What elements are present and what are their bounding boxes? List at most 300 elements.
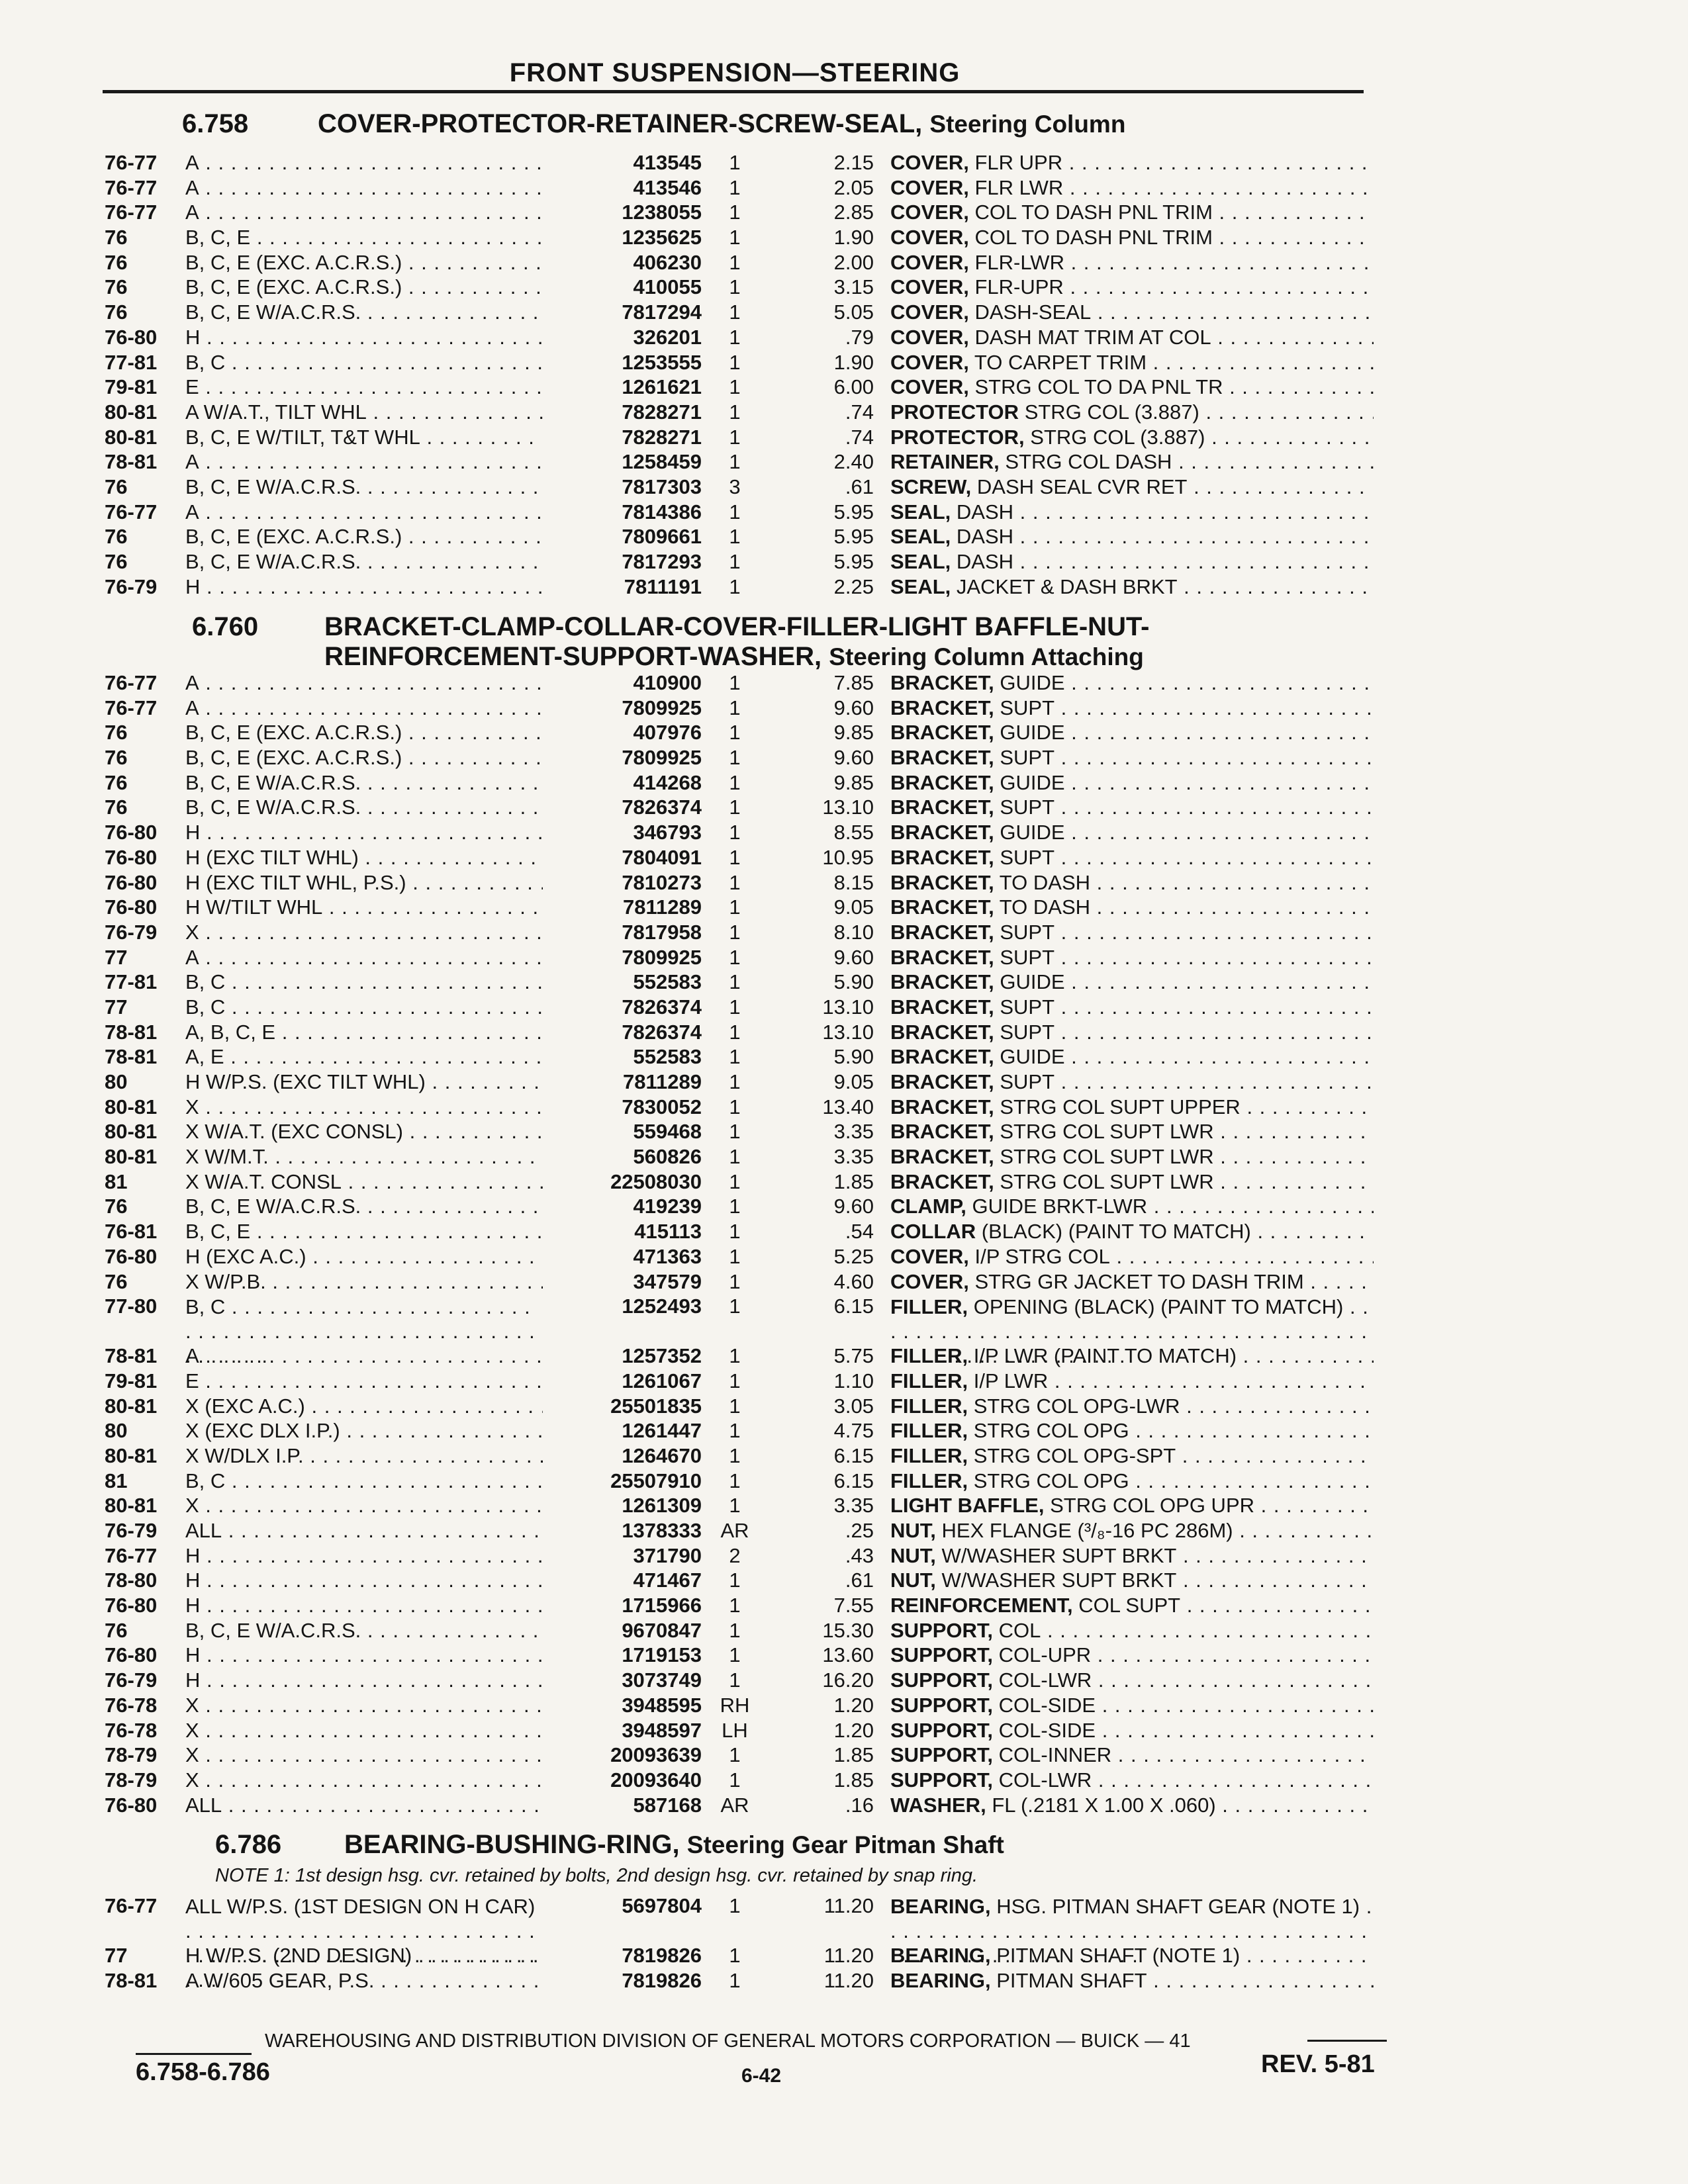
part-name: NUT,	[890, 1569, 936, 1592]
model-application: H W/P.S. (EXC TILT WHL) . . .	[185, 1070, 543, 1094]
part-description	[890, 721, 1374, 745]
part-row	[0, 1195, 1688, 1220]
part-description	[890, 1494, 1374, 1518]
price: 3.15	[833, 275, 874, 299]
price: 6.15	[833, 1443, 874, 1467]
part-detail: TO CARPET TRIM	[974, 350, 1147, 374]
model-year: 76	[105, 1195, 128, 1218]
price: 4.60	[833, 1269, 874, 1293]
quantity: 1	[729, 1220, 741, 1244]
part-name: BRACKET,	[890, 870, 994, 894]
part-number: 1715966	[622, 1594, 702, 1617]
part-row	[0, 771, 1688, 796]
part-name: COVER,	[890, 350, 969, 374]
part-number: 7828271	[622, 425, 702, 449]
part-row	[0, 1220, 1688, 1245]
price: 5.75	[833, 1344, 874, 1368]
part-row	[0, 1794, 1688, 1819]
quantity: 1	[729, 895, 741, 919]
section-6760-rows	[0, 671, 1688, 1818]
part-number: 20093640	[610, 1768, 702, 1792]
part-number: 471363	[633, 1244, 702, 1268]
part-row	[0, 746, 1688, 771]
price: 4.75	[833, 1419, 874, 1443]
quantity: AR	[720, 1519, 749, 1542]
model-application: X . . .	[185, 1095, 543, 1119]
part-row	[0, 151, 1688, 176]
part-number: 7830052	[622, 1095, 702, 1118]
part-detail: DASH	[956, 500, 1014, 523]
part-number: 1261067	[622, 1369, 702, 1392]
part-name: BRACKET,	[890, 1045, 994, 1069]
model-year: 79-81	[105, 1369, 158, 1392]
model-application: A W/A.T., TILT WHL . . .	[185, 400, 543, 424]
quantity: 1	[729, 1643, 741, 1667]
part-number: 3073749	[622, 1668, 702, 1692]
model-year: 76-78	[105, 1718, 158, 1742]
part-number: 471467	[633, 1569, 702, 1592]
part-name: SEAL,	[890, 550, 951, 573]
footer-revision: REV. 5-81	[1261, 2050, 1375, 2078]
part-description	[890, 500, 1374, 524]
part-name: COVER,	[890, 375, 969, 399]
part-row	[0, 500, 1688, 525]
part-row	[0, 326, 1688, 351]
quantity: 1	[729, 226, 741, 250]
quantity: 1	[729, 450, 741, 474]
price: .61	[845, 475, 874, 498]
part-detail: GUIDE	[1000, 671, 1065, 694]
part-detail: STRG COL (3.887)	[1030, 425, 1205, 449]
part-row	[0, 475, 1688, 500]
model-year: 81	[105, 1469, 128, 1492]
part-row	[0, 895, 1688, 921]
model-application: B, C . . .	[185, 351, 543, 375]
model-year: 80-81	[105, 1095, 158, 1118]
part-detail: STRG COL OPG	[973, 1469, 1129, 1492]
part-description	[890, 1643, 1374, 1667]
part-number: 560826	[633, 1145, 702, 1169]
model-year: 76-77	[105, 151, 158, 174]
model-application: B, C, E (EXC. A.C.R.S.) . . .	[185, 746, 543, 770]
price: 2.15	[833, 151, 874, 174]
model-year: 76-79	[105, 1668, 158, 1692]
part-row	[0, 821, 1688, 846]
part-number: 1238055	[622, 201, 702, 224]
part-row	[0, 1519, 1688, 1544]
model-year: 76-77	[105, 671, 158, 694]
part-description	[890, 895, 1374, 919]
part-row	[0, 796, 1688, 821]
model-application: B, C, E . . .	[185, 226, 543, 250]
part-name: BRACKET,	[890, 1169, 994, 1193]
part-row	[0, 1270, 1688, 1295]
price: .61	[845, 1569, 874, 1592]
footer-rule-left	[136, 2053, 252, 2055]
price: 3.35	[833, 1145, 874, 1169]
price: 2.00	[833, 250, 874, 274]
part-detail: DASH	[956, 550, 1014, 573]
model-year: 77	[105, 945, 128, 969]
part-name: BRACKET,	[890, 696, 994, 719]
part-number: 552583	[633, 970, 702, 994]
part-number: 326201	[633, 325, 702, 349]
price: .25	[845, 1519, 874, 1542]
price: 9.05	[833, 1070, 874, 1093]
section-number: 6.760	[192, 612, 259, 641]
price: 11.20	[823, 1894, 874, 1917]
model-application: H . . .	[185, 1643, 543, 1667]
part-number: 347579	[633, 1269, 702, 1293]
price: .16	[845, 1793, 874, 1817]
price: 13.10	[822, 995, 874, 1019]
part-detail: GUIDE BRKT-LWR	[972, 1195, 1148, 1218]
price: 5.25	[833, 1244, 874, 1268]
quantity: 1	[729, 821, 741, 844]
part-description	[890, 525, 1374, 549]
part-row	[0, 946, 1688, 971]
model-year: 78-81	[105, 1020, 158, 1044]
part-detail: COL-SIDE	[998, 1718, 1096, 1742]
price: .79	[845, 325, 874, 349]
model-year: 76-80	[105, 1594, 158, 1617]
quantity: 1	[729, 1095, 741, 1118]
quantity: RH	[720, 1693, 750, 1717]
part-name: FILLER,	[890, 1394, 968, 1418]
part-number: 415113	[634, 1220, 702, 1244]
part-name: SUPPORT,	[890, 1618, 994, 1642]
quantity: 1	[729, 995, 741, 1019]
model-application: A . . .	[185, 696, 543, 720]
part-number: 552583	[633, 1045, 702, 1069]
part-number: 1235625	[622, 226, 702, 250]
part-row	[0, 1045, 1688, 1070]
part-description	[890, 946, 1374, 970]
price: 3.05	[833, 1394, 874, 1418]
price: 1.20	[833, 1718, 874, 1742]
model-year: 76-80	[105, 325, 158, 349]
quantity: 1	[729, 1944, 741, 1967]
part-number: 20093639	[610, 1743, 702, 1767]
price: 15.30	[822, 1618, 874, 1642]
part-number: 1258459	[622, 450, 702, 474]
part-name: FILLER,	[890, 1295, 968, 1319]
part-description	[890, 1344, 1374, 1368]
price: .74	[845, 425, 874, 449]
price: 6.00	[833, 375, 874, 399]
part-description	[890, 1594, 1374, 1617]
part-name: BRACKET,	[890, 845, 994, 869]
part-number: 25507910	[610, 1469, 702, 1492]
part-description	[890, 696, 1374, 720]
price: 9.60	[833, 696, 874, 719]
part-row	[0, 1469, 1688, 1494]
model-application: H . . .	[185, 575, 543, 599]
part-row	[0, 696, 1688, 721]
part-description	[890, 275, 1374, 299]
quantity: 1	[729, 1394, 741, 1418]
part-detail: DASH-SEAL	[974, 300, 1092, 324]
model-year: 77-81	[105, 350, 158, 374]
part-detail: OPENING (BLACK) (PAINT TO MATCH)	[973, 1295, 1344, 1319]
part-description	[890, 375, 1374, 399]
part-description	[890, 746, 1374, 770]
model-application: ALL . . .	[185, 1794, 543, 1817]
part-row	[0, 1245, 1688, 1270]
part-row	[0, 1594, 1688, 1619]
part-description	[890, 796, 1374, 819]
part-name: SUPPORT,	[890, 1743, 994, 1767]
part-row	[0, 426, 1688, 451]
part-name: SCREW,	[890, 475, 972, 498]
model-year: 76	[105, 721, 128, 745]
part-row	[0, 575, 1688, 600]
price: 3.35	[833, 1120, 874, 1144]
price: 1.90	[833, 226, 874, 250]
price: 9.60	[833, 746, 874, 770]
part-description	[890, 450, 1374, 474]
quantity: 1	[729, 400, 741, 424]
price: 1.85	[833, 1743, 874, 1767]
part-row	[0, 275, 1688, 300]
part-description	[890, 426, 1374, 449]
part-row	[0, 846, 1688, 871]
part-name: BRACKET,	[890, 1120, 994, 1144]
part-description	[890, 326, 1374, 349]
part-detail: FLR LWR	[974, 175, 1064, 199]
part-name: COVER,	[890, 1269, 969, 1293]
part-row	[0, 300, 1688, 326]
model-year: 76	[105, 300, 128, 324]
model-application: X W/P.B. . . .	[185, 1270, 543, 1294]
quantity: 2	[729, 1543, 741, 1567]
part-row	[0, 1944, 1688, 1969]
quantity: 1	[729, 945, 741, 969]
model-application: ALL W/P.S. (1ST DESIGN ON H CAR) . . .	[185, 1894, 543, 1992]
part-number: 7811289	[623, 1070, 702, 1093]
quantity: 3	[729, 475, 741, 498]
part-row	[0, 525, 1688, 550]
part-row	[0, 450, 1688, 475]
section-number: 6.786	[215, 1830, 282, 1859]
part-detail: STRG COL SUPT LWR	[1000, 1120, 1214, 1144]
part-number: 7804091	[622, 845, 702, 869]
quantity: 1	[729, 770, 741, 794]
price: 2.85	[833, 201, 874, 224]
part-row	[0, 1643, 1688, 1668]
part-detail: FLR-LWR	[974, 250, 1064, 274]
model-year: 80-81	[105, 1120, 158, 1144]
quantity: 1	[729, 175, 741, 199]
part-number: 7826374	[622, 1020, 702, 1044]
part-description	[890, 575, 1374, 599]
part-number: 7817293	[622, 550, 702, 573]
model-application: B, C . . .	[185, 995, 543, 1019]
quantity: 1	[729, 1569, 741, 1592]
part-detail: DASH	[956, 525, 1014, 549]
part-name: LIGHT BAFFLE,	[890, 1494, 1045, 1518]
quantity: 1	[729, 920, 741, 944]
part-detail: COL TO DASH PNL TRIM	[974, 201, 1213, 224]
part-description	[890, 1668, 1374, 1692]
part-number: 406230	[633, 250, 702, 274]
part-detail: SUPT	[1000, 945, 1055, 969]
part-description	[890, 1419, 1374, 1443]
part-description	[890, 1444, 1374, 1468]
part-number: 1719153	[622, 1643, 702, 1667]
model-application: A . . .	[185, 201, 543, 224]
part-name: COVER,	[890, 226, 969, 250]
quantity: 1	[729, 1295, 741, 1318]
model-year: 77	[105, 1944, 128, 1967]
section-number: 6.758	[182, 109, 249, 138]
part-number: 1253555	[622, 350, 702, 374]
part-name: BEARING,	[890, 1968, 991, 1992]
quantity: 1	[729, 671, 741, 694]
model-year: 76	[105, 746, 128, 770]
quantity: 1	[729, 870, 741, 894]
part-number: 419239	[633, 1195, 702, 1218]
quantity: 1	[729, 550, 741, 573]
part-name: BRACKET,	[890, 895, 994, 919]
model-year: 78-81	[105, 1045, 158, 1069]
part-detail: GUIDE	[1000, 970, 1065, 994]
part-number: 559468	[633, 1120, 702, 1144]
quantity: 1	[729, 250, 741, 274]
model-year: 76	[105, 275, 128, 299]
part-number: 9670847	[622, 1618, 702, 1642]
part-detail: STRG COL (3.887)	[1024, 400, 1199, 424]
page-title: FRONT SUSPENSION—STEERING	[509, 58, 961, 87]
part-name: FILLER,	[890, 1419, 968, 1443]
model-year: 80-81	[105, 1494, 158, 1518]
part-description	[890, 1369, 1374, 1393]
part-number: 22508030	[610, 1169, 702, 1193]
model-application: X W/M.T. . . .	[185, 1145, 543, 1169]
part-number: 7817303	[622, 475, 702, 498]
part-row	[0, 1569, 1688, 1594]
part-detail: SUPT	[1000, 746, 1055, 770]
model-application: A . . .	[185, 1344, 543, 1368]
quantity: 1	[729, 350, 741, 374]
model-application: X W/A.T. CONSL . . .	[185, 1170, 543, 1194]
part-description	[890, 550, 1374, 574]
part-description	[890, 1794, 1374, 1817]
price: 13.10	[822, 796, 874, 819]
part-detail: SUPT	[1000, 1070, 1055, 1093]
part-row	[0, 1120, 1688, 1145]
quantity: 1	[729, 300, 741, 324]
model-application: B, C, E (EXC. A.C.R.S.) . . .	[185, 275, 543, 299]
model-year: 77	[105, 995, 128, 1019]
part-name: BEARING,	[890, 1895, 991, 1918]
price: 11.20	[823, 1968, 874, 1992]
part-number: 7817294	[622, 300, 702, 324]
model-application: X . . .	[185, 1494, 543, 1518]
model-application: ALL . . .	[185, 1519, 543, 1543]
part-detail: HEX FLANGE (³/₈-16 PC 286M)	[941, 1519, 1233, 1542]
part-detail: GUIDE	[1000, 721, 1065, 745]
part-detail: I/P LWR	[973, 1369, 1049, 1392]
part-detail: STRG COL OPG-SPT	[973, 1443, 1176, 1467]
model-year: 76-77	[105, 201, 158, 224]
part-number: 25501835	[610, 1394, 702, 1418]
model-year: 76-80	[105, 1643, 158, 1667]
part-name: RETAINER,	[890, 450, 1000, 474]
model-year: 76	[105, 525, 128, 549]
price: 13.10	[822, 1020, 874, 1044]
part-name: COVER,	[890, 275, 969, 299]
part-number: 407976	[633, 721, 702, 745]
model-application: B, C, E W/A.C.R.S. . . .	[185, 550, 543, 574]
model-year: 78-79	[105, 1768, 158, 1792]
quantity: 1	[729, 425, 741, 449]
model-year: 78-81	[105, 450, 158, 474]
part-description	[890, 1768, 1374, 1792]
model-year: 76-79	[105, 1519, 158, 1542]
quantity: 1	[729, 746, 741, 770]
part-detail: COL	[998, 1618, 1041, 1642]
part-detail: DASH SEAL CVR RET	[976, 475, 1188, 498]
part-row	[0, 1544, 1688, 1569]
part-row	[0, 176, 1688, 201]
part-name: BRACKET,	[890, 671, 994, 694]
part-name: COVER,	[890, 300, 969, 324]
part-name: SUPPORT,	[890, 1718, 994, 1742]
model-year: 76-77	[105, 175, 158, 199]
model-application: X W/DLX I.P. . . .	[185, 1444, 543, 1468]
price: 1.85	[833, 1768, 874, 1792]
part-description	[890, 821, 1374, 844]
model-year: 80-81	[105, 1394, 158, 1418]
price: 2.25	[833, 574, 874, 598]
part-detail: COL-INNER	[998, 1743, 1112, 1767]
section-title: BRACKET-CLAMP-COLLAR-COVER-FILLER-LIGHT BAFFLE-NUT- REINFORCEMENT-SUPPORT-WASHER, Steering Column Attaching	[324, 612, 1150, 671]
part-detail: I/P LWR (PAINT TO MATCH)	[973, 1344, 1237, 1368]
part-description	[890, 1469, 1374, 1493]
part-row	[0, 400, 1688, 426]
part-description	[890, 176, 1374, 200]
model-year: 76	[105, 550, 128, 573]
part-row	[0, 1768, 1688, 1794]
part-name: SEAL,	[890, 574, 951, 598]
price: 5.95	[833, 525, 874, 549]
quantity: 1	[729, 1070, 741, 1093]
model-year: 76	[105, 1618, 128, 1642]
part-row	[0, 226, 1688, 251]
model-year: 76-80	[105, 870, 158, 894]
part-detail: TO DASH	[999, 895, 1091, 919]
model-year: 76-80	[105, 821, 158, 844]
part-row	[0, 1668, 1688, 1694]
model-year: 80-81	[105, 425, 158, 449]
model-application: H (EXC TILT WHL, P.S.) . . .	[185, 871, 543, 895]
part-description	[890, 671, 1374, 695]
quantity: 1	[729, 201, 741, 224]
part-number: 410055	[633, 275, 702, 299]
part-name: COVER,	[890, 325, 969, 349]
model-year: 81	[105, 1169, 128, 1193]
part-description	[890, 1944, 1374, 1968]
quantity: 1	[729, 1894, 741, 1917]
part-detail: GUIDE	[1000, 1045, 1065, 1069]
model-application: B, C, E W/TILT, T&T WHL . . .	[185, 426, 543, 449]
price: 16.20	[822, 1668, 874, 1692]
part-row	[0, 1021, 1688, 1046]
quantity: 1	[729, 1469, 741, 1492]
model-application: B, C, E (EXC. A.C.R.S.) . . .	[185, 251, 543, 275]
price: 1.20	[833, 1693, 874, 1717]
